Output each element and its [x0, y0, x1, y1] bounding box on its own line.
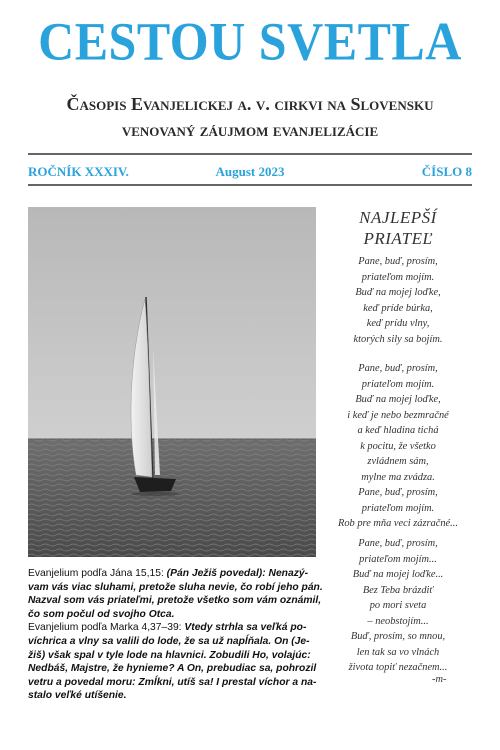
- gospel-line: [28, 676, 318, 690]
- gospel-text-segment: vetru a povedal moru: Zmĺkni, utíš sa! I prestal víchor a na-: [28, 676, 317, 688]
- poem-verse-line: keď prídu vlny,: [366, 318, 430, 329]
- gospel-line: [28, 608, 318, 622]
- poem-verse-line: priateľom mojím.: [361, 502, 435, 514]
- gospel-text-segment: Evanjelium podľa Marka 4,37–39:: [28, 622, 185, 634]
- gospel-line: [28, 621, 318, 635]
- sky: [28, 207, 316, 439]
- subtitle-line-1: Časopis Evanjelickej a. v. cirkvi na Slovensku: [66, 94, 434, 114]
- gospel-line: [28, 635, 318, 649]
- poem-verse-line: ktorých sily sa bojím.: [353, 333, 443, 345]
- header-rule-bottom: [28, 184, 472, 186]
- poem-verse-line: keď príde búrka,: [363, 302, 433, 314]
- masthead-title: CESTOU SVETLA: [38, 10, 462, 72]
- poem-signature: -m-: [432, 674, 447, 685]
- poem-verse-line: priateľom mojím.: [361, 271, 435, 283]
- header-rule-top: [28, 153, 472, 155]
- gospel-text-segment: (Pán Ježiš povedal): Nenazý-: [166, 568, 309, 579]
- poem-verse-line: Buď na mojej loďke,: [355, 394, 441, 405]
- gospel-line: [28, 594, 322, 608]
- gospel-text-segment: Evanjelium podľa Jána 15,15:: [28, 568, 167, 579]
- gospel-text-segment: víchrica a vlny sa valili do lode, že sa už napĺňala. On (Je-: [28, 635, 310, 647]
- poem-stanza-3: [318, 536, 478, 676]
- poem-stanza-1: [318, 254, 478, 347]
- gospel-text-segment: Vtedy strhla sa veľká po-: [184, 622, 307, 634]
- gospel-text-segment: čo som počul od svojho Otca.: [28, 608, 175, 620]
- poem-verse-line: Pane, buď, prosím,: [358, 487, 438, 498]
- poem-verse-line: zvládnem sám,: [367, 456, 429, 467]
- gospel-line: [28, 567, 318, 581]
- poem-verse-line: Buď na mojej loďke,: [355, 287, 441, 298]
- poem-verse-line: priateľom mojím.: [361, 378, 435, 390]
- poem-stanza-2: [318, 361, 478, 532]
- gospel-text-segment: Nedbáš, Majstre, že hynieme? A On, prebudiac sa, pohrozil: [28, 663, 317, 675]
- gospel-line: [28, 662, 318, 676]
- poem-verse-line: a keď hladina tichá: [357, 425, 439, 436]
- poem-verse-line: priateľom mojím...: [359, 553, 437, 565]
- issue-number: ČÍSLO 8: [421, 164, 472, 179]
- poem-verse-line: Pane, buď, prosím,: [358, 538, 438, 549]
- gospel-line: [28, 649, 318, 663]
- month-label: August 2023: [215, 164, 285, 179]
- gospel-text-segment: stalo veľké utíšenie.: [28, 690, 127, 702]
- poem-verse-line: Pane, buď, prosím,: [358, 256, 438, 267]
- poem-verse-line: k pocitu, že všetko: [360, 440, 436, 452]
- sailboat-photo: [28, 207, 316, 557]
- subtitle-line-2: venovaný záujmom evanjelizácie: [121, 120, 379, 140]
- poem-verse-line: života topiť nezačnem...: [348, 662, 448, 673]
- poem-title-line-2: PRIATEĽ: [363, 229, 433, 248]
- poem-verse-line: len tak sa vo vlnách: [356, 646, 440, 658]
- poem-verse-line: – neobstojím...: [367, 615, 429, 627]
- gospel-text-segment: Nazval som vás priateľmi, pretože všetko som vám oznámil,: [28, 595, 322, 607]
- poem-verse-line: Buď na mojej loďke...: [352, 569, 444, 580]
- volume-label: ROČNÍK XXXIV.: [28, 164, 129, 179]
- gospel-line: [28, 689, 318, 703]
- gospel-text-segment: žiš) však spal v tyle lode na hlavnici. Zobudili Ho, volajúc:: [28, 649, 311, 661]
- sea-waves: [28, 439, 316, 557]
- poem-verse-line: mylne ma zvádza.: [361, 471, 435, 483]
- gospel-text-segment: vam vás viac sluhami, pretože sluha nevie, čo robí jeho pán.: [28, 581, 323, 593]
- poem-verse-line: Bez Teba brázdiť: [362, 584, 434, 596]
- gospel-quotations: [28, 567, 323, 703]
- poem-verse-line: Buď, prosím, so mnou,: [350, 631, 446, 642]
- poem-title-line-1: NAJLEPŠÍ: [359, 208, 437, 227]
- sailboat-image: [28, 207, 316, 557]
- gospel-line: [28, 581, 323, 595]
- poem-verse-line: Pane, buď, prosím,: [358, 363, 438, 374]
- poem-verse-line: i keď je nebo bezmračné: [347, 409, 449, 421]
- poem-verse-line: po mori sveta: [369, 600, 427, 611]
- poem-verse-line: Rob pre mňa veci zázračné...: [338, 518, 458, 529]
